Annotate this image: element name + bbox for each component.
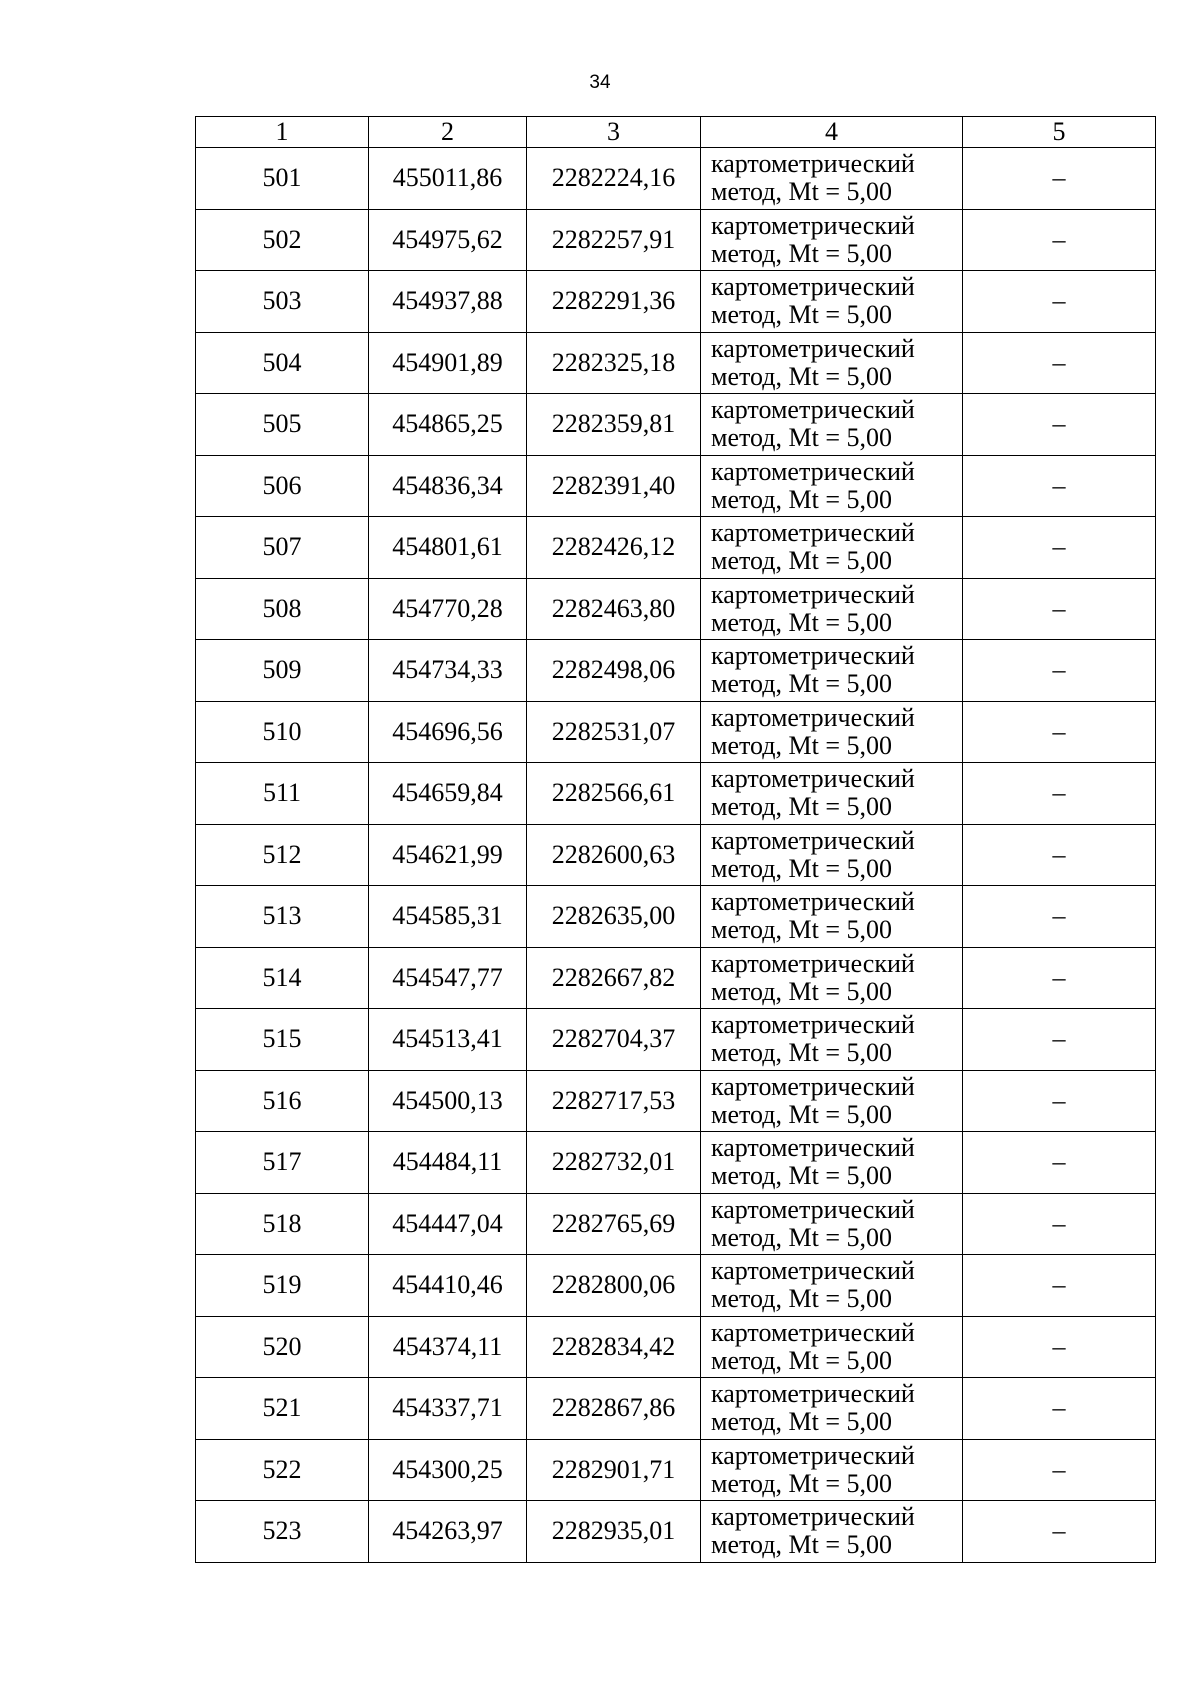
method-line-2: метод, Mt = 5,00 (711, 1099, 892, 1129)
method-cell (701, 1501, 963, 1563)
note-cell: – (963, 209, 1156, 271)
note-cell: – (963, 148, 1156, 210)
header-col-5: 5 (963, 117, 1156, 148)
method-line-1: картометрический (711, 333, 915, 363)
method-cell (701, 517, 963, 579)
y-coordinate-cell: 2282704,37 (527, 1009, 701, 1071)
note-cell: – (963, 763, 1156, 825)
x-coordinate-cell: 454659,84 (369, 763, 527, 825)
y-coordinate-cell: 2282635,00 (527, 886, 701, 948)
y-coordinate-cell: 2282224,16 (527, 148, 701, 210)
note-cell: – (963, 455, 1156, 517)
page-number: 34 (589, 72, 611, 93)
point-number-cell: 520 (196, 1316, 369, 1378)
method-line-2: метод, Mt = 5,00 (711, 607, 892, 637)
point-number-cell: 506 (196, 455, 369, 517)
method-line-2: метод, Mt = 5,00 (711, 1407, 892, 1437)
method-line-2: метод, Mt = 5,00 (711, 1284, 892, 1314)
note-cell: – (963, 394, 1156, 456)
method-line-2: метод, Mt = 5,00 (711, 1530, 892, 1560)
note-cell: – (963, 1132, 1156, 1194)
note-cell: – (963, 947, 1156, 1009)
table-row (196, 394, 1156, 456)
method-line-1: картометрический (711, 764, 915, 794)
method-line-2: метод, Mt = 5,00 (711, 423, 892, 453)
method-line-2: метод, Mt = 5,00 (711, 976, 892, 1006)
table-row (196, 578, 1156, 640)
y-coordinate-cell: 2282717,53 (527, 1070, 701, 1132)
method-cell (701, 1378, 963, 1440)
table-row (196, 148, 1156, 210)
table-row (196, 517, 1156, 579)
table-row (196, 1439, 1156, 1501)
point-number-cell: 518 (196, 1193, 369, 1255)
table-row (196, 332, 1156, 394)
x-coordinate-cell: 454770,28 (369, 578, 527, 640)
method-line-1: картометрический (711, 887, 915, 917)
method-cell (701, 640, 963, 702)
method-cell (701, 1132, 963, 1194)
method-line-2: метод, Mt = 5,00 (711, 1161, 892, 1191)
coordinates-table (195, 116, 1156, 1563)
point-number-cell: 504 (196, 332, 369, 394)
note-cell: – (963, 701, 1156, 763)
method-line-2: метод, Mt = 5,00 (711, 1038, 892, 1068)
y-coordinate-cell: 2282901,71 (527, 1439, 701, 1501)
note-cell: – (963, 1193, 1156, 1255)
method-line-2: метод, Mt = 5,00 (711, 361, 892, 391)
note-cell: – (963, 578, 1156, 640)
method-line-1: картометрический (711, 948, 915, 978)
y-coordinate-cell: 2282359,81 (527, 394, 701, 456)
method-cell (701, 394, 963, 456)
table-header (196, 117, 1156, 148)
x-coordinate-cell: 454513,41 (369, 1009, 527, 1071)
method-line-1: картометрический (711, 149, 915, 179)
point-number-cell: 515 (196, 1009, 369, 1071)
point-number-cell: 508 (196, 578, 369, 640)
table-row (196, 824, 1156, 886)
table-body (196, 148, 1156, 1563)
table-row (196, 1316, 1156, 1378)
point-number-cell: 507 (196, 517, 369, 579)
method-line-1: картометрический (711, 1502, 915, 1532)
header-col-2: 2 (369, 117, 527, 148)
x-coordinate-cell: 454696,56 (369, 701, 527, 763)
y-coordinate-cell: 2282600,63 (527, 824, 701, 886)
method-line-2: метод, Mt = 5,00 (711, 300, 892, 330)
table-row (196, 455, 1156, 517)
x-coordinate-cell: 454801,61 (369, 517, 527, 579)
method-line-1: картометрический (711, 518, 915, 548)
method-line-1: картометрический (711, 1317, 915, 1347)
method-line-1: картометрический (711, 1440, 915, 1470)
method-cell (701, 148, 963, 210)
point-number-cell: 502 (196, 209, 369, 271)
note-cell: – (963, 517, 1156, 579)
table-row (196, 763, 1156, 825)
point-number-cell: 505 (196, 394, 369, 456)
method-line-2: метод, Mt = 5,00 (711, 177, 892, 207)
y-coordinate-cell: 2282257,91 (527, 209, 701, 271)
table-row (196, 1009, 1156, 1071)
method-line-2: метод, Mt = 5,00 (711, 1222, 892, 1252)
method-line-1: картометрический (711, 395, 915, 425)
method-cell (701, 701, 963, 763)
method-line-2: метод, Mt = 5,00 (711, 853, 892, 883)
x-coordinate-cell: 454337,71 (369, 1378, 527, 1440)
table-row (196, 1501, 1156, 1563)
note-cell: – (963, 1378, 1156, 1440)
header-row (196, 117, 1156, 148)
note-cell: – (963, 1316, 1156, 1378)
note-cell: – (963, 271, 1156, 333)
method-line-1: картометрический (711, 456, 915, 486)
method-line-2: метод, Mt = 5,00 (711, 915, 892, 945)
point-number-cell: 501 (196, 148, 369, 210)
method-line-1: картометрический (711, 1071, 915, 1101)
method-cell (701, 947, 963, 1009)
table-row (196, 701, 1156, 763)
y-coordinate-cell: 2282498,06 (527, 640, 701, 702)
method-line-1: картометрический (711, 579, 915, 609)
x-coordinate-cell: 454621,99 (369, 824, 527, 886)
y-coordinate-cell: 2282426,12 (527, 517, 701, 579)
y-coordinate-cell: 2282667,82 (527, 947, 701, 1009)
x-coordinate-cell: 454500,13 (369, 1070, 527, 1132)
y-coordinate-cell: 2282834,42 (527, 1316, 701, 1378)
method-cell (701, 455, 963, 517)
y-coordinate-cell: 2282325,18 (527, 332, 701, 394)
table-row (196, 209, 1156, 271)
point-number-cell: 510 (196, 701, 369, 763)
x-coordinate-cell: 454734,33 (369, 640, 527, 702)
x-coordinate-cell: 454263,97 (369, 1501, 527, 1563)
method-cell (701, 1255, 963, 1317)
note-cell: – (963, 824, 1156, 886)
table-row (196, 1255, 1156, 1317)
note-cell: – (963, 886, 1156, 948)
note-cell: – (963, 1009, 1156, 1071)
point-number-cell: 513 (196, 886, 369, 948)
header-col-1: 1 (196, 117, 369, 148)
method-line-2: метод, Mt = 5,00 (711, 1345, 892, 1375)
method-line-2: метод, Mt = 5,00 (711, 792, 892, 822)
y-coordinate-cell: 2282463,80 (527, 578, 701, 640)
y-coordinate-cell: 2282531,07 (527, 701, 701, 763)
x-coordinate-cell: 454901,89 (369, 332, 527, 394)
table-row (196, 271, 1156, 333)
method-line-1: картометрический (711, 272, 915, 302)
method-line-2: метод, Mt = 5,00 (711, 238, 892, 268)
method-line-1: картометрический (711, 210, 915, 240)
table-row (196, 1070, 1156, 1132)
header-col-4: 4 (701, 117, 963, 148)
x-coordinate-cell: 454975,62 (369, 209, 527, 271)
method-cell (701, 578, 963, 640)
x-coordinate-cell: 454865,25 (369, 394, 527, 456)
note-cell: – (963, 640, 1156, 702)
x-coordinate-cell: 455011,86 (369, 148, 527, 210)
method-line-1: картометрический (711, 825, 915, 855)
x-coordinate-cell: 454300,25 (369, 1439, 527, 1501)
point-number-cell: 511 (196, 763, 369, 825)
method-line-1: картометрический (711, 1194, 915, 1224)
y-coordinate-cell: 2282800,06 (527, 1255, 701, 1317)
x-coordinate-cell: 454836,34 (369, 455, 527, 517)
y-coordinate-cell: 2282732,01 (527, 1132, 701, 1194)
y-coordinate-cell: 2282291,36 (527, 271, 701, 333)
x-coordinate-cell: 454937,88 (369, 271, 527, 333)
x-coordinate-cell: 454484,11 (369, 1132, 527, 1194)
x-coordinate-cell: 454374,11 (369, 1316, 527, 1378)
method-line-2: метод, Mt = 5,00 (711, 546, 892, 576)
method-line-2: метод, Mt = 5,00 (711, 484, 892, 514)
point-number-cell: 523 (196, 1501, 369, 1563)
method-line-1: картометрический (711, 702, 915, 732)
method-cell (701, 824, 963, 886)
header-col-3: 3 (527, 117, 701, 148)
y-coordinate-cell: 2282867,86 (527, 1378, 701, 1440)
method-line-2: метод, Mt = 5,00 (711, 730, 892, 760)
table-row (196, 1193, 1156, 1255)
table-row (196, 1132, 1156, 1194)
y-coordinate-cell: 2282566,61 (527, 763, 701, 825)
point-number-cell: 519 (196, 1255, 369, 1317)
table-row (196, 1378, 1156, 1440)
point-number-cell: 512 (196, 824, 369, 886)
table-row (196, 640, 1156, 702)
point-number-cell: 509 (196, 640, 369, 702)
point-number-cell: 503 (196, 271, 369, 333)
method-cell (701, 1070, 963, 1132)
table-row (196, 947, 1156, 1009)
note-cell: – (963, 1070, 1156, 1132)
method-cell (701, 1439, 963, 1501)
note-cell: – (963, 1255, 1156, 1317)
method-cell (701, 886, 963, 948)
method-cell (701, 1193, 963, 1255)
method-line-2: метод, Mt = 5,00 (711, 669, 892, 699)
note-cell: – (963, 1439, 1156, 1501)
method-line-1: картометрический (711, 1133, 915, 1163)
method-cell (701, 332, 963, 394)
point-number-cell: 514 (196, 947, 369, 1009)
x-coordinate-cell: 454585,31 (369, 886, 527, 948)
x-coordinate-cell: 454547,77 (369, 947, 527, 1009)
x-coordinate-cell: 454447,04 (369, 1193, 527, 1255)
table-row (196, 886, 1156, 948)
method-cell (701, 1316, 963, 1378)
note-cell: – (963, 1501, 1156, 1563)
method-cell (701, 209, 963, 271)
method-line-1: картометрический (711, 641, 915, 671)
point-number-cell: 517 (196, 1132, 369, 1194)
method-line-1: картометрический (711, 1256, 915, 1286)
y-coordinate-cell: 2282391,40 (527, 455, 701, 517)
method-cell (701, 1009, 963, 1071)
method-line-1: картометрический (711, 1010, 915, 1040)
method-cell (701, 763, 963, 825)
y-coordinate-cell: 2282935,01 (527, 1501, 701, 1563)
x-coordinate-cell: 454410,46 (369, 1255, 527, 1317)
method-cell (701, 271, 963, 333)
y-coordinate-cell: 2282765,69 (527, 1193, 701, 1255)
point-number-cell: 521 (196, 1378, 369, 1440)
note-cell: – (963, 332, 1156, 394)
method-line-2: метод, Mt = 5,00 (711, 1468, 892, 1498)
point-number-cell: 522 (196, 1439, 369, 1501)
method-line-1: картометрический (711, 1379, 915, 1409)
point-number-cell: 516 (196, 1070, 369, 1132)
